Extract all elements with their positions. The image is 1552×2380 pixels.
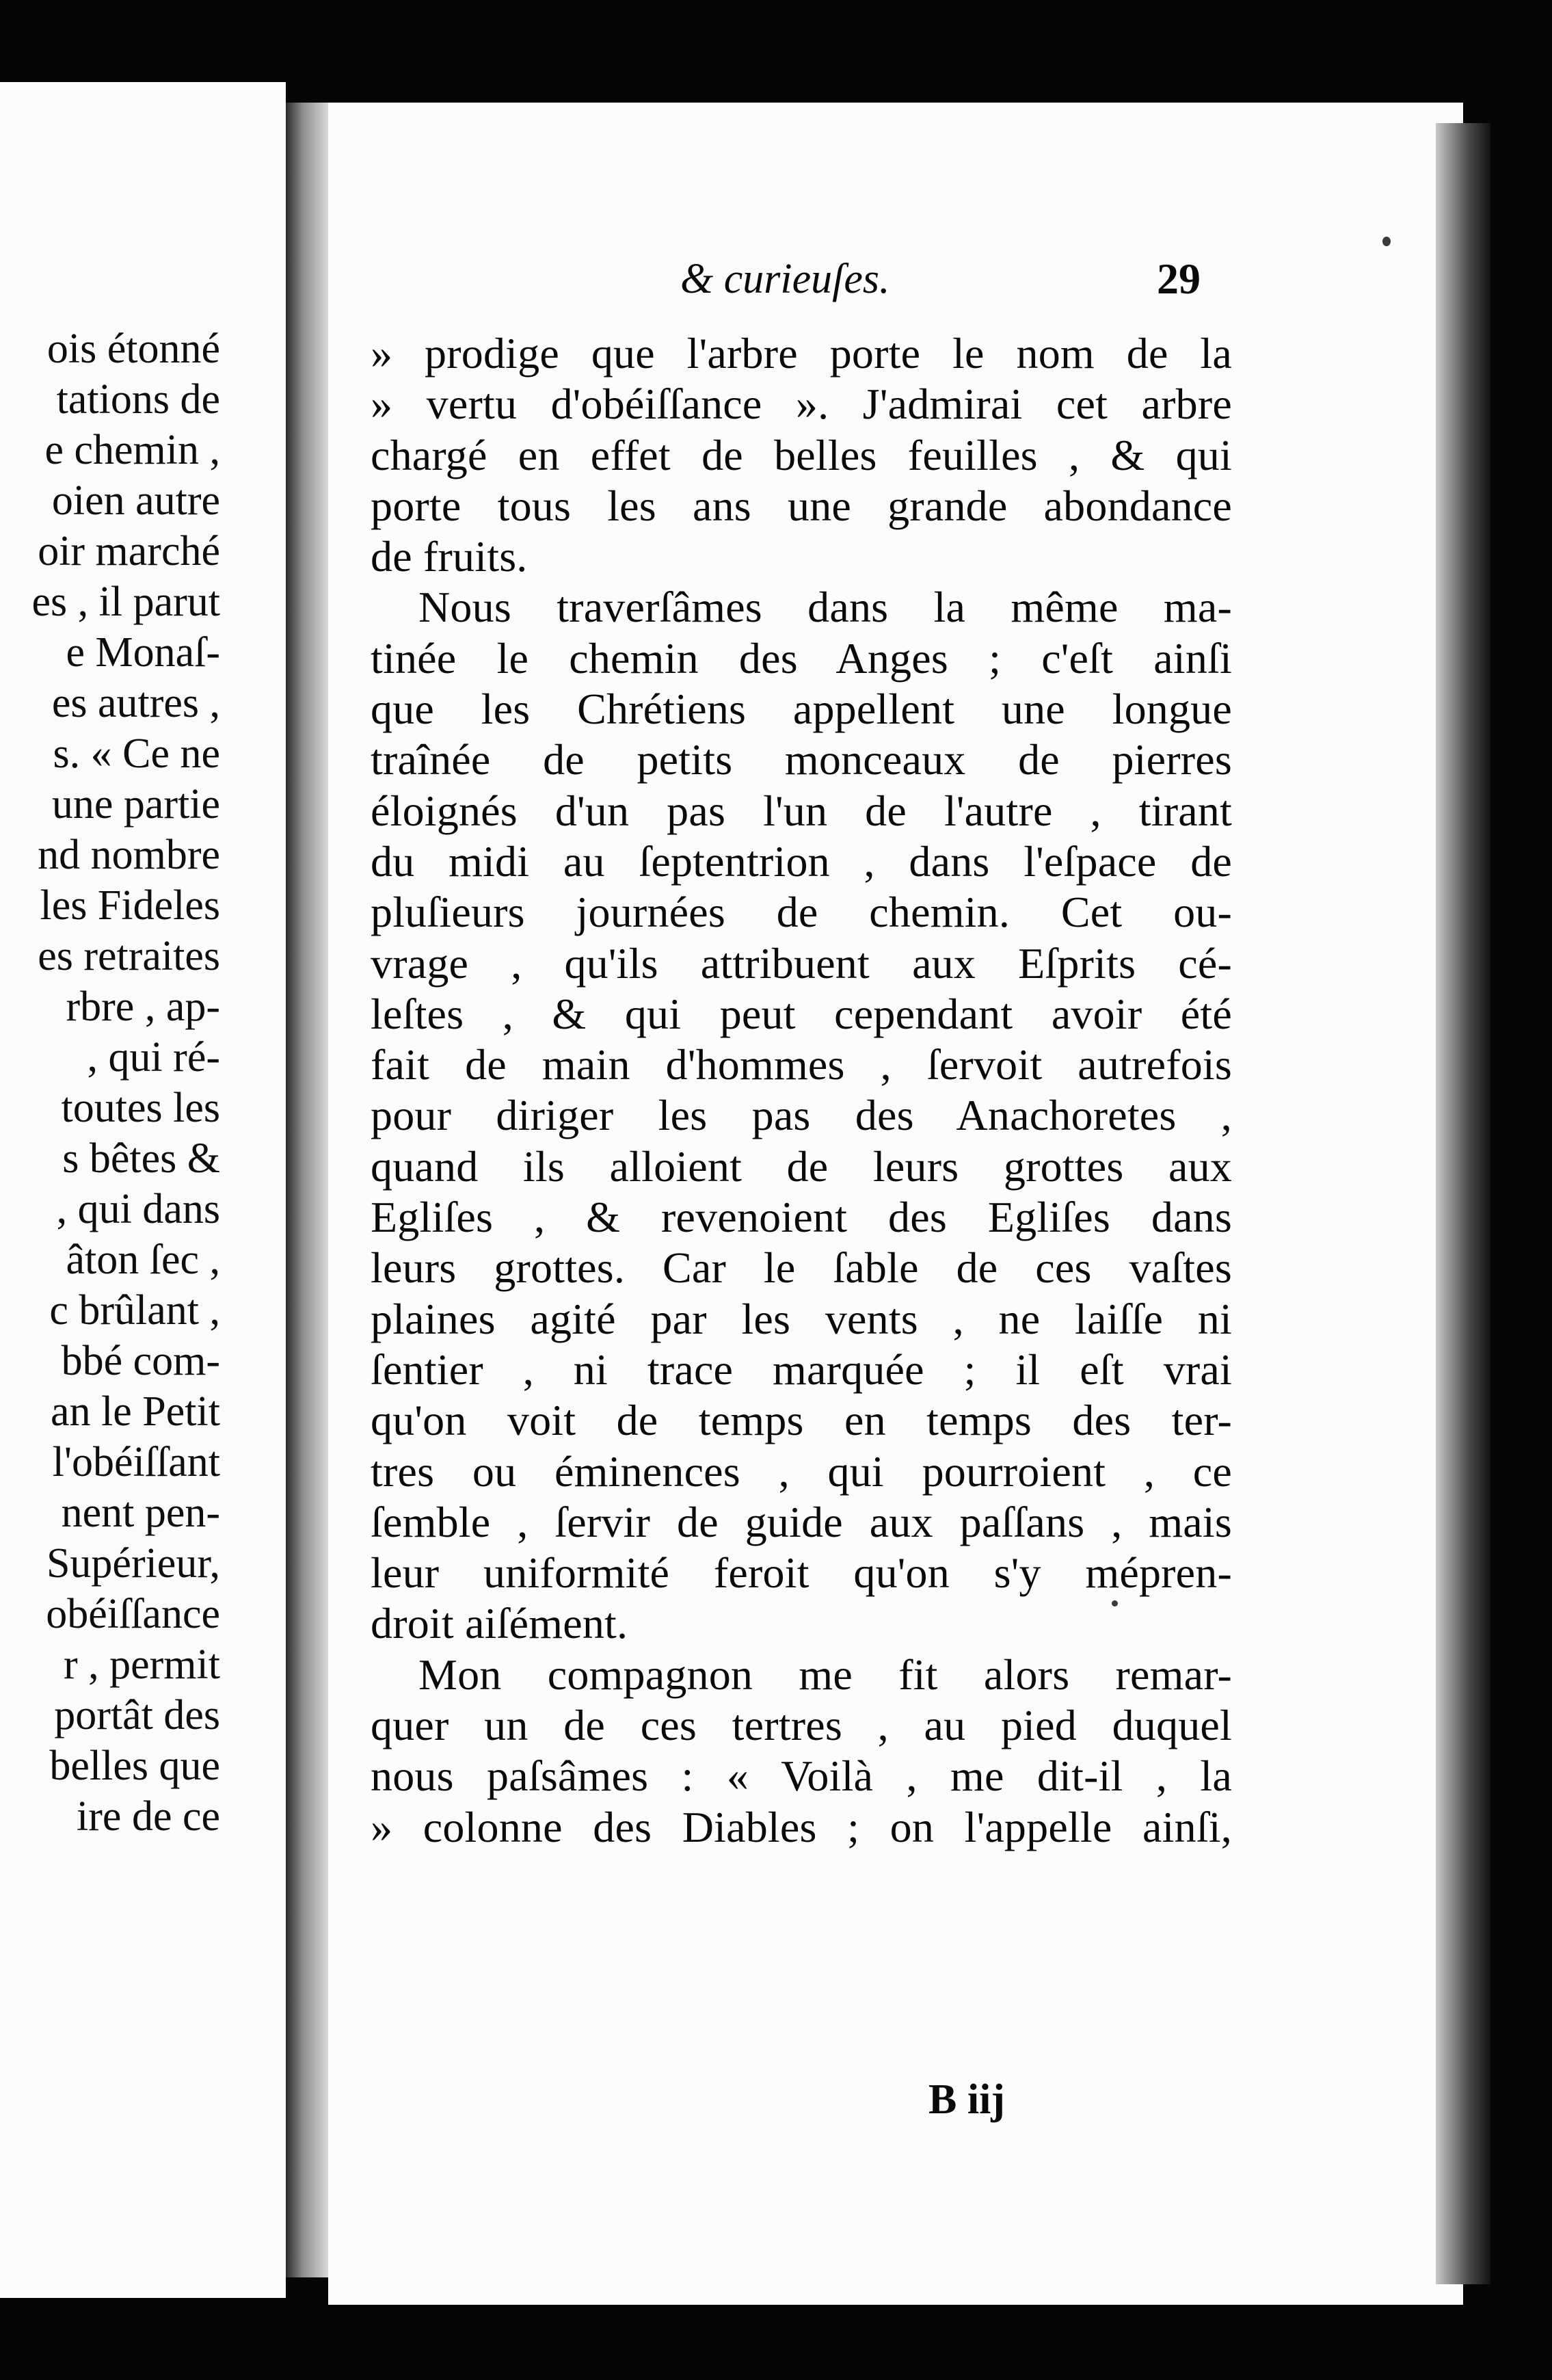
text-line: » vertu d'obéiſſance ». J'admirai cet arbre xyxy=(371,380,1232,429)
text-line: » prodige que l'arbre porte le nom de la xyxy=(371,329,1232,378)
left-line: oien autre xyxy=(51,477,220,524)
body-text xyxy=(371,328,1232,1853)
left-line: e chemin , xyxy=(44,427,220,473)
text-line: qu'on voit de temps en temps des ter- xyxy=(371,1396,1232,1445)
text-line: droit aiſément. xyxy=(371,1599,628,1648)
speck xyxy=(1112,1600,1118,1606)
text-line: Egliſes , & revenoient des Egliſes dans xyxy=(371,1193,1232,1242)
text-line: Nous traverſâmes dans la même ma- xyxy=(418,583,1232,632)
page-number: 29 xyxy=(1157,254,1201,303)
left-line: s bêtes & xyxy=(62,1135,220,1182)
text-line: Mon compagnon me fit alors remar- xyxy=(418,1650,1232,1699)
left-line: r , permit xyxy=(64,1641,220,1688)
left-line: e Monaſ- xyxy=(66,629,220,676)
left-line: ois étonné xyxy=(46,326,220,372)
running-head: & curieuſes. xyxy=(680,256,890,302)
signature-mark: B iij xyxy=(928,2076,1005,2123)
left-line: toutes les xyxy=(61,1085,220,1131)
left-line: nd nombre xyxy=(38,832,220,878)
left-line: l'obéiſſant xyxy=(52,1439,220,1485)
left-line: tations de xyxy=(56,376,220,423)
text-line: porte tous les ans une grande abondance xyxy=(371,481,1232,530)
left-line: es , il parut xyxy=(31,579,220,625)
left-line: s. « Ce ne xyxy=(53,730,220,777)
left-line: bbé com- xyxy=(61,1338,220,1384)
page-edge-shadow xyxy=(1436,123,1490,2284)
left-line: ire de ce xyxy=(77,1793,220,1840)
text-line: leurs grottes. Car le ſable de ces vaſtes xyxy=(371,1243,1232,1293)
left-line: une partie xyxy=(51,781,220,828)
left-line: portât des xyxy=(54,1692,220,1738)
left-line: , qui ré- xyxy=(87,1034,220,1081)
text-line: » colonne des Diables ; on l'appelle ainſi, xyxy=(371,1802,1232,1851)
left-page xyxy=(0,82,286,2298)
text-line: nous paſsâmes : « Voilà , me dit-il , la xyxy=(371,1751,1232,1801)
left-line: âton ſec , xyxy=(66,1237,220,1283)
left-line: oir marché xyxy=(38,528,220,574)
left-line: es autres , xyxy=(51,680,220,726)
text-line: que les Chrétiens appellent une longue xyxy=(371,685,1232,734)
text-line: quer un de ces tertres , au pied duquel xyxy=(371,1701,1232,1750)
text-line: ſemble , ſervir de guide aux paſſans , mais xyxy=(371,1497,1232,1546)
left-line: nent pen- xyxy=(61,1490,220,1536)
left-line: an le Petit xyxy=(51,1388,220,1435)
text-line: de fruits. xyxy=(371,532,528,581)
text-line: fait de main d'hommes , ſervoit autrefois xyxy=(371,1040,1232,1089)
book-gutter xyxy=(286,103,328,2277)
text-line: traînée de petits monceaux de pierres xyxy=(371,735,1232,784)
left-line: es retraites xyxy=(38,933,220,979)
text-line: éloignés d'un pas l'un de l'autre , tirant xyxy=(371,786,1232,835)
text-line: plaines agité par les vents , ne laiſſe ni xyxy=(371,1294,1232,1343)
left-line: Supérieur, xyxy=(46,1540,220,1587)
right-page xyxy=(328,103,1463,2305)
text-line: quand ils alloient de leurs grottes aux xyxy=(371,1141,1232,1191)
text-line: leur uniformité feroit qu'on s'y mépren- xyxy=(371,1548,1232,1598)
text-line: chargé en effet de belles feuilles , & qui xyxy=(371,430,1232,479)
left-line: obéiſſance xyxy=(46,1591,220,1637)
speck xyxy=(1382,237,1391,246)
text-line: pour diriger les pas des Anachoretes , xyxy=(371,1091,1232,1140)
text-line: pluſieurs journées de chemin. Cet ou- xyxy=(371,888,1232,937)
left-line: belles que xyxy=(49,1743,220,1789)
text-line: leſtes , & qui peut cependant avoir été xyxy=(371,989,1232,1038)
text-line: ſentier , ni trace marquée ; il eſt vrai xyxy=(371,1345,1232,1394)
text-line: vrage , qu'ils attribuent aux Eſprits cé- xyxy=(371,938,1232,988)
text-line: tinée le chemin des Anges ; c'eſt ainſi xyxy=(371,633,1232,683)
left-line: c brûlant , xyxy=(49,1287,220,1334)
text-line: tres ou éminences , qui pourroient , ce xyxy=(371,1446,1232,1496)
left-line: rbre , ap- xyxy=(66,983,220,1030)
left-line: les Fideles xyxy=(40,882,220,929)
text-line: du midi au ſeptentrion , dans l'eſpace de xyxy=(371,836,1232,886)
left-line: , qui dans xyxy=(56,1186,220,1232)
